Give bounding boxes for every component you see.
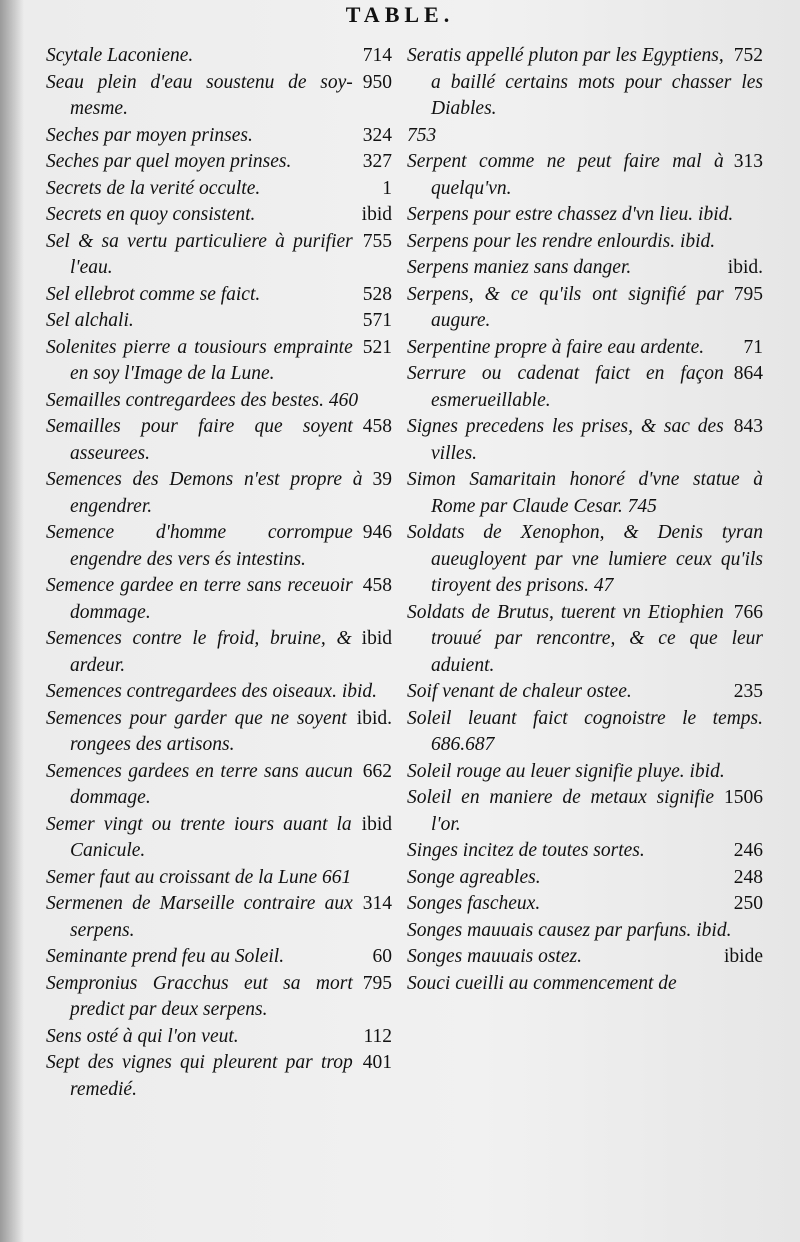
index-entry <box>407 123 763 150</box>
entry-page-number: 324 <box>362 124 392 146</box>
entry-page-number: ibid <box>361 813 392 835</box>
entry-text: Songe agreables. <box>407 866 541 888</box>
entry-text: Sempronius Gracchus eut sa mort predict par deux serpens. <box>46 972 353 1020</box>
entry-text: Serpens maniez sans danger. <box>407 257 632 278</box>
index-entry <box>46 679 392 706</box>
entry-text: Soleil en maniere de metaux signifie l'or. <box>407 787 714 835</box>
index-entry <box>46 971 392 1024</box>
entry-text: Semences contregardees des oiseaux. ibid. <box>46 681 378 702</box>
entry-page-number: 401 <box>362 1052 392 1073</box>
entry-text: Sept des vignes qui pleurent par trop remedié. <box>46 1052 353 1100</box>
index-entry <box>46 388 392 415</box>
entry-text: Soleil rouge au leuer signifie pluye. ibid. <box>407 760 725 782</box>
entry-text: Seau plein d'eau soustenu de soy-mesme. <box>46 71 353 119</box>
entry-text: Seminante prend feu au Soleil. <box>46 946 285 967</box>
index-entry <box>407 944 763 971</box>
page-gutter-shadow <box>0 0 24 1242</box>
entry-page-number: 248 <box>733 866 763 888</box>
index-entry <box>46 43 392 70</box>
index-column-left <box>46 43 392 1103</box>
entry-text: Songes mauuais ostez. <box>407 946 582 967</box>
entry-text: Songes mauuais causez par parfuns. ibid. <box>407 919 732 941</box>
entry-text: Semence gardee en terre sans receuoir dommage. <box>46 575 353 623</box>
index-entry <box>46 335 392 388</box>
index-entry <box>46 891 392 944</box>
entry-text: Serpens, & ce qu'ils ont signifié par augure. <box>407 283 724 331</box>
entry-page-number: ibid <box>361 204 392 225</box>
entry-page-number: 327 <box>362 151 392 172</box>
index-entry <box>407 838 763 865</box>
entry-text: Soleil leuant faict cognoistre le temps. 686.687 <box>407 707 763 755</box>
entry-text: Singes incitez de toutes sortes. <box>407 840 645 861</box>
entry-page-number: 521 <box>362 336 392 358</box>
index-entry <box>46 1024 392 1051</box>
index-entry <box>407 361 763 414</box>
entry-text: Songes fascheux. <box>407 893 541 914</box>
entry-page-number: 112 <box>363 1025 392 1047</box>
entry-text: Semences des Demons n'est propre à engendrer. <box>46 469 363 517</box>
index-entry <box>407 600 763 680</box>
entry-page-number: ibide <box>724 946 763 967</box>
entry-page-number: 246 <box>733 840 763 861</box>
entry-text: Soif venant de chaleur ostee. <box>407 681 632 702</box>
entry-page-number: 313 <box>733 151 763 172</box>
index-entry <box>407 282 763 335</box>
index-entry <box>46 626 392 679</box>
index-entry <box>46 1050 392 1103</box>
entry-text: Seches par quel moyen prinses. <box>46 151 292 172</box>
entry-page-number: ibid <box>361 628 392 649</box>
entry-text: Scytale Laconiene. <box>46 45 194 66</box>
index-entry <box>46 812 392 865</box>
entry-text: Soldats de Xenophon, & Denis tyran aueugloyent par vne lumiere ceux qu'ils tiroyent des prisons. 47 <box>407 522 763 596</box>
entry-page-number: 795 <box>362 972 392 994</box>
entry-page-number: 755 <box>362 230 392 252</box>
index-entry <box>407 520 763 600</box>
index-entry <box>46 282 392 309</box>
entry-text: Sel alchali. <box>46 310 134 331</box>
entry-text: Semences pour garder que ne soyent rongees des artisons. <box>46 707 347 755</box>
entry-text: Sel ellebrot comme se faict. <box>46 283 261 305</box>
entry-text: Signes precedens les prises, & sac des villes. <box>407 416 724 464</box>
index-entry <box>46 467 392 520</box>
running-header: TABLE. <box>345 2 455 27</box>
index-entry <box>46 70 392 123</box>
index-entry <box>46 944 392 971</box>
index-entry <box>407 971 763 998</box>
index-entry <box>407 255 763 282</box>
index-entry <box>46 865 392 892</box>
entry-page-number: ibid. <box>356 707 392 729</box>
entry-page-number: 528 <box>362 283 392 305</box>
entry-page-number: 843 <box>733 416 763 437</box>
entry-page-number: 571 <box>362 310 392 331</box>
entry-page-number: ibid. <box>727 257 763 278</box>
entry-page-number: 39 <box>372 469 392 490</box>
index-entry <box>46 202 392 229</box>
entry-text: Semences gardees en terre sans aucun dommage. <box>46 760 353 808</box>
index-entry <box>407 414 763 467</box>
index-entry <box>407 785 763 838</box>
entry-text: Serpens pour les rendre enlourdis. ibid. <box>407 230 716 252</box>
entry-text: Seches par moyen prinses. <box>46 124 253 146</box>
index-entry <box>407 759 763 786</box>
entry-text: Sel & sa vertu particuliere à purifier l'eau. <box>46 230 353 278</box>
index-entry <box>46 123 392 150</box>
index-entry <box>46 520 392 573</box>
entry-page-number: 1506 <box>724 787 763 808</box>
index-entry <box>46 706 392 759</box>
index-entry <box>46 308 392 335</box>
entry-text: 753 <box>407 124 437 146</box>
entry-page-number: 714 <box>362 45 392 66</box>
entry-text: Simon Samaritain honoré d'vne statue à Rome par Claude Cesar. 745 <box>407 469 763 517</box>
entry-text: Secrets de la verité occulte. <box>46 177 261 199</box>
entry-page-number: 458 <box>362 416 392 437</box>
entry-text: Serpens pour estre chassez d'vn lieu. ibid. <box>407 204 734 225</box>
entry-text: Sermenen de Marseille contraire aux serpens. <box>46 893 353 941</box>
entry-page-number: 235 <box>733 681 763 702</box>
index-entry <box>407 335 763 362</box>
entry-text: Semailles pour faire que soyent asseurees. <box>46 416 353 464</box>
entry-text: Serpentine propre à faire eau ardente. <box>407 336 705 358</box>
index-entry <box>46 573 392 626</box>
entry-text: Sens osté à qui l'on veut. <box>46 1025 239 1047</box>
index-entry <box>407 149 763 202</box>
entry-text: Solenites pierre a tousiours emprainte en soy l'Image de la Lune. <box>46 336 353 384</box>
index-entry <box>407 679 763 706</box>
entry-page-number: 950 <box>362 71 392 93</box>
entry-page-number: 766 <box>733 601 763 623</box>
index-entry <box>46 414 392 467</box>
index-entry <box>46 149 392 176</box>
index-entry <box>407 865 763 892</box>
entry-text: Semer vingt ou trente iours auant la Canicule. <box>46 813 352 861</box>
entry-page-number: 662 <box>362 760 392 782</box>
entry-page-number: 71 <box>743 336 763 358</box>
entry-page-number: 752 <box>733 45 763 66</box>
entry-page-number: 250 <box>733 893 763 914</box>
index-entry <box>407 229 763 256</box>
entry-page-number: 314 <box>362 893 392 914</box>
index-entry <box>407 706 763 759</box>
index-entry <box>407 891 763 918</box>
entry-text: Serpent comme ne peut faire mal à quelqu'vn. <box>407 151 724 199</box>
entry-text: Serrure ou cadenat faict en façon esmerueillable. <box>407 363 724 411</box>
entry-text: Semences contre le froid, bruine, & ardeur. <box>46 628 352 676</box>
entry-page-number: 795 <box>733 283 763 305</box>
index-entry <box>407 918 763 945</box>
index-entry <box>46 759 392 812</box>
entry-text: Semence d'homme corrompue engendre des vers és intestins. <box>46 522 353 570</box>
entry-text: Seratis appellé pluton par les Egyptiens, a baillé certains mots pour chasser les Diables. <box>407 45 763 119</box>
entry-page-number: 946 <box>362 522 392 543</box>
entry-page-number: 458 <box>362 575 392 596</box>
index-entry <box>46 176 392 203</box>
index-entry <box>46 229 392 282</box>
index-column-right <box>407 43 763 997</box>
index-entry <box>407 467 763 520</box>
index-entry <box>407 43 763 123</box>
entry-text: Semer faut au croissant de la Lune 661 <box>46 866 352 888</box>
entry-text: Semailles contregardees des bestes. 460 <box>46 389 359 411</box>
index-entry <box>407 202 763 229</box>
entry-text: Souci cueilli au commencement de <box>407 972 677 994</box>
entry-page-number: 60 <box>372 946 392 967</box>
entry-page-number: 864 <box>733 363 763 384</box>
entry-text: Soldats de Brutus, tuerent vn Etiophien trouué par rencontre, & ce que leur aduient. <box>407 601 763 676</box>
entry-text: Secrets en quoy consistent. <box>46 204 256 225</box>
entry-page-number: 1 <box>382 177 392 199</box>
